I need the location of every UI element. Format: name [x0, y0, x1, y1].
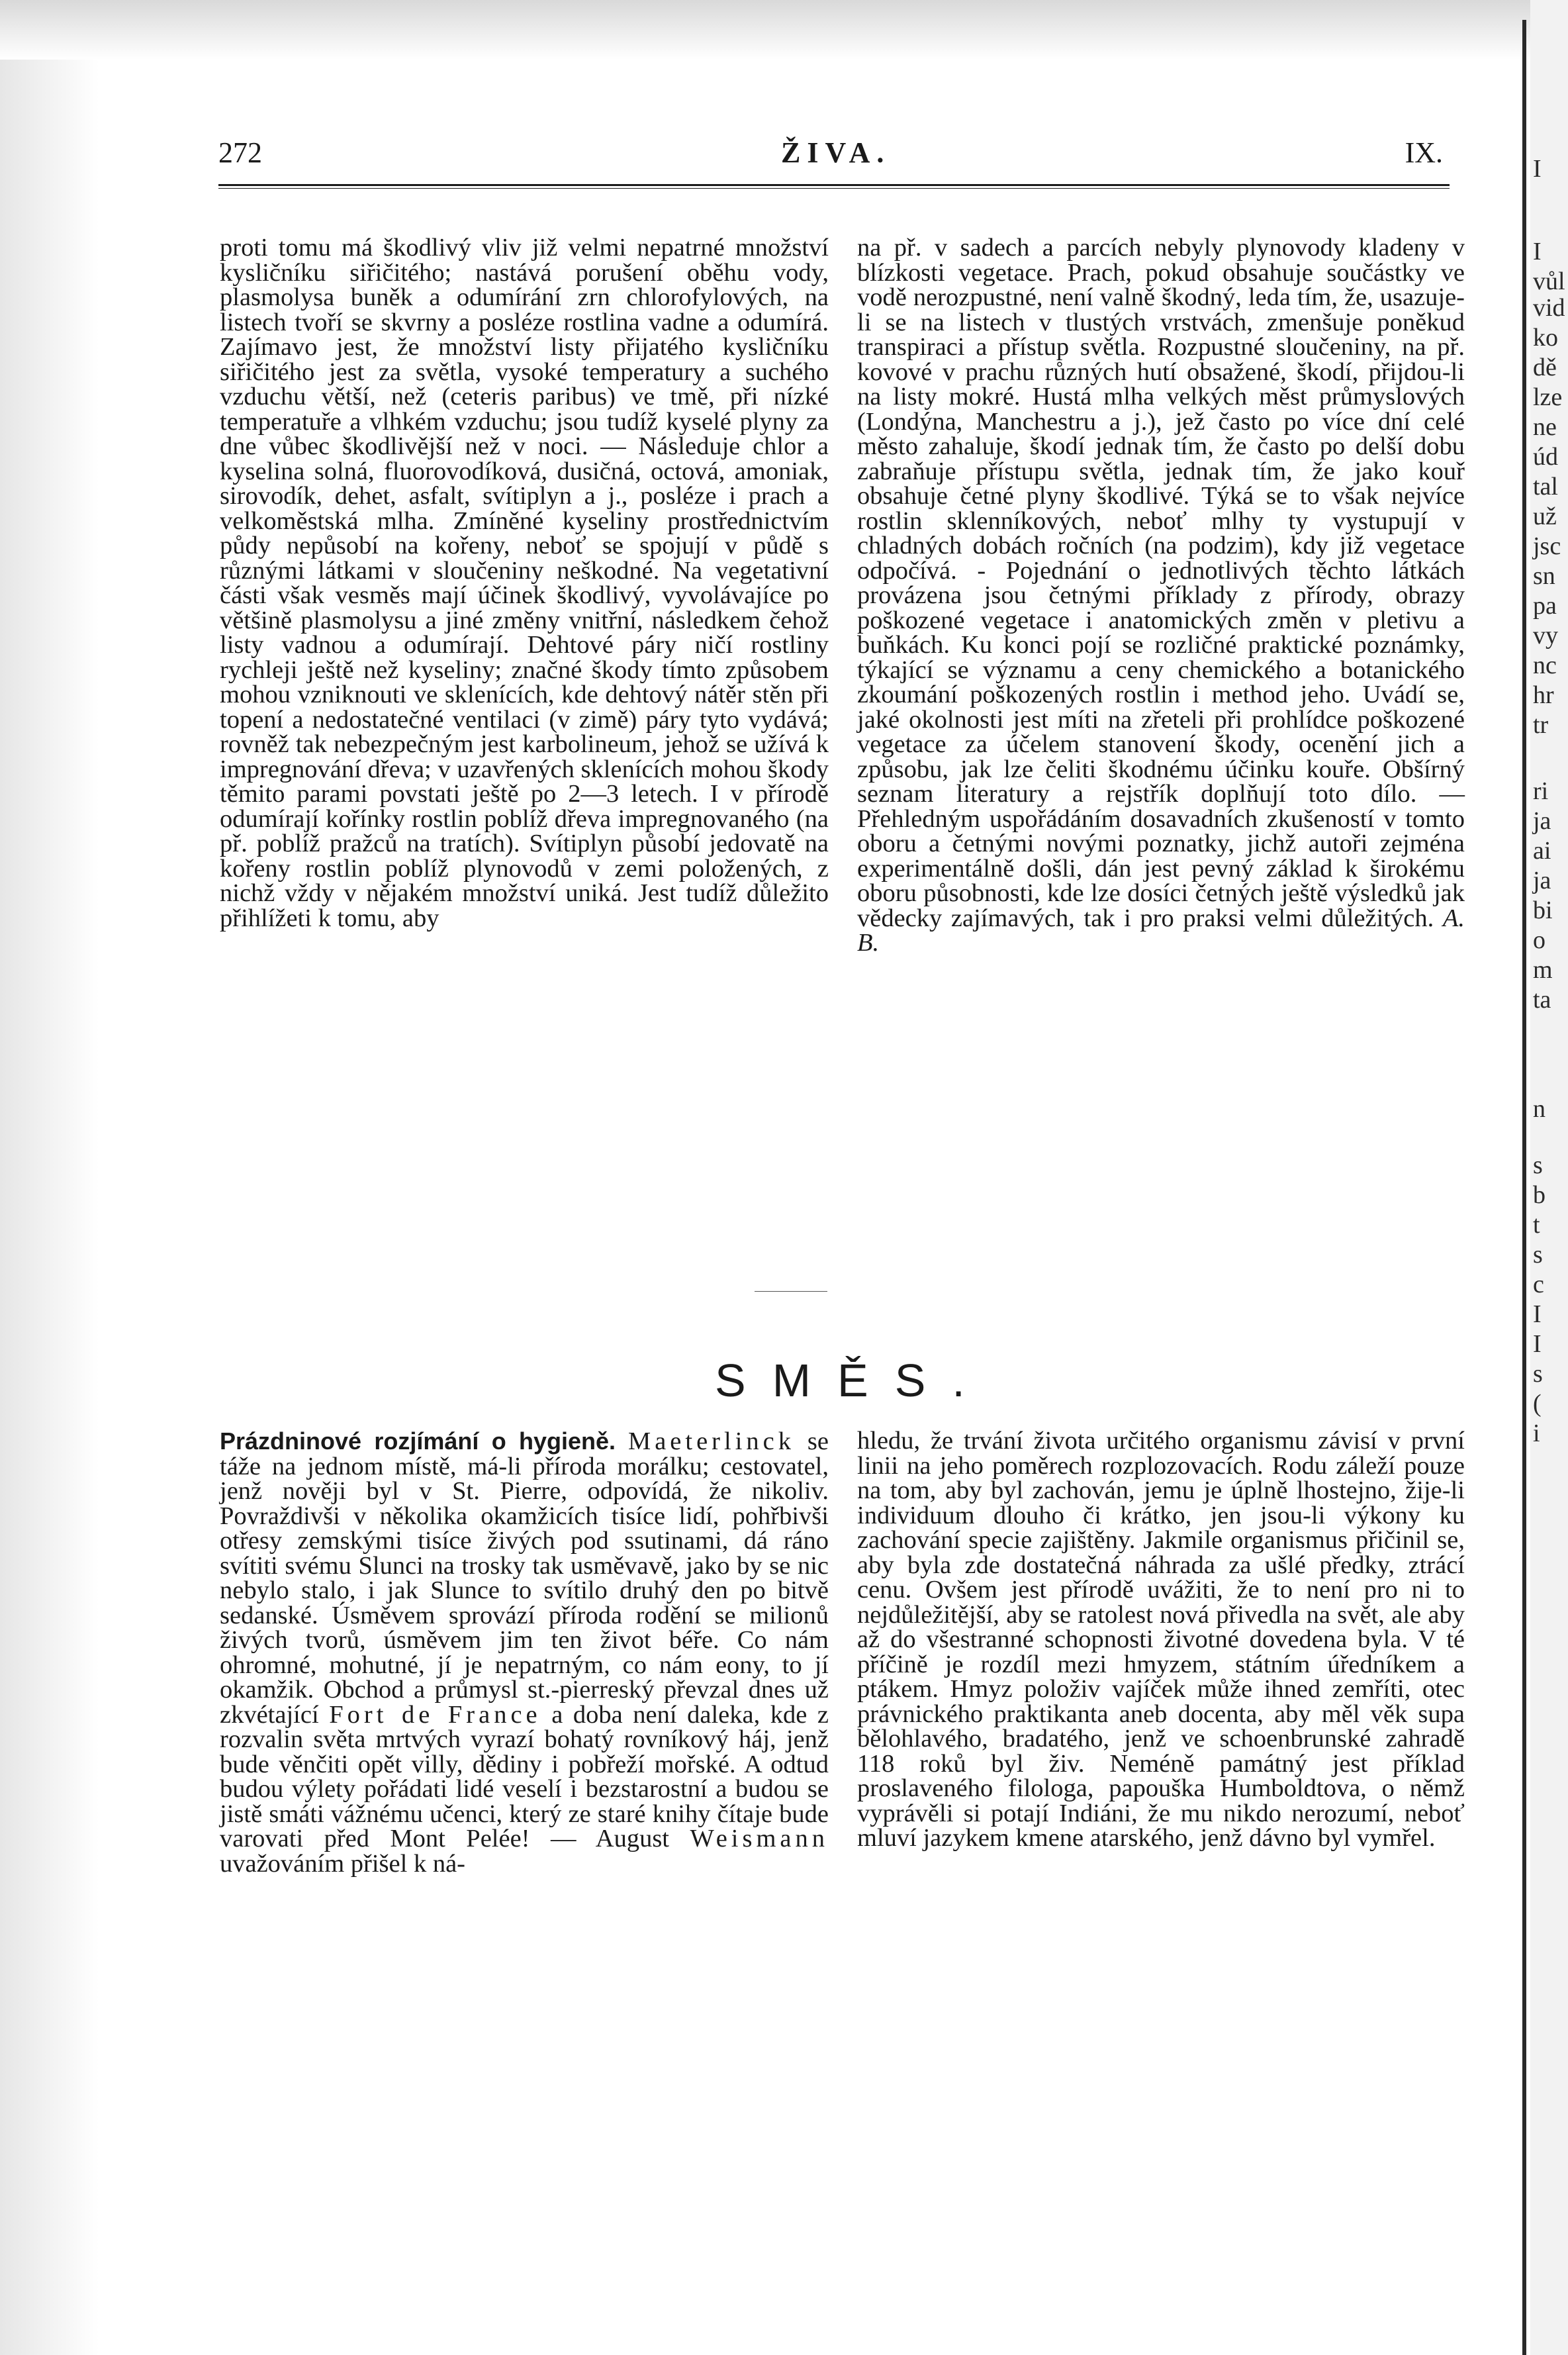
next-page-fragment: lze: [1533, 383, 1563, 411]
page-shadow-top: [0, 0, 1568, 60]
place-name: Fort de France: [329, 1700, 541, 1729]
binding-gutter: [1522, 20, 1526, 2355]
next-page-fragment: jsc: [1533, 532, 1561, 560]
next-page-fragment: o: [1533, 926, 1545, 954]
next-page-edge: [1530, 0, 1568, 2355]
next-page-fragment: bi: [1533, 896, 1553, 924]
next-page-fragment: s: [1533, 1360, 1543, 1388]
top-left-column: [220, 236, 829, 931]
author-name: Maeterlinck: [627, 1427, 795, 1455]
volume-number: IX.: [1405, 136, 1443, 169]
section-title: SMĚS.: [715, 1355, 992, 1406]
next-page-fragment: pa: [1533, 592, 1557, 620]
next-page-fragment: tr: [1533, 711, 1549, 739]
journal-title: ŽIVA.: [781, 136, 891, 169]
next-page-fragment: ko: [1533, 324, 1558, 352]
next-page-fragment: t: [1533, 1211, 1540, 1239]
bottom-right-column: [857, 1429, 1465, 1851]
next-page-fragment: tal: [1533, 473, 1558, 501]
next-page-fragment: I: [1533, 1300, 1542, 1328]
next-page-fragment: s: [1533, 1241, 1543, 1269]
running-header: [218, 136, 1443, 175]
next-page-fragment: nc: [1533, 651, 1557, 679]
next-page-fragment: I: [1533, 1330, 1542, 1358]
next-page-fragment: c: [1533, 1271, 1544, 1298]
top-right-text: na př. v sadech a parcích nebyly plynovody kladeny v blízkosti vegetace. Prach, pokud obsahuje součástky ve vodě nerozpustné, není valně škodný, leda tím, že, usazuje-li se na listech v tlustých vrstvách, zmenšuje poněkud transpiraci a přístup světla. Rozpustné sloučeniny, na př. kovové v prachu různých hutí obsažené, škodí, přijdou-li na listy mokré. Hustá mlha velkých měst průmyslových (Londýna, Manchestru a j.), jež často po více dní celé město zahaluje, škodí jednak tím, že často po delší dobu zabraňuje přístupu světla, jednak tím, že jako kouř obsahuje četné plyny škodlivé. Týká se to však nejvíce rostlin sklenníkových, neboť mlhy ty vystupují v chladných dobách ročních (na podzim), kdy již vegetace odpočívá. - Pojednání o jednotlivých těchto látkách provázena jsou četnými příklady z přírody, obrazy poškozené vegetace i anatomických změn v pletivu a buňkách. Ku konci pojí se rozličné praktické poznámky, týkající se významu a ceny chemického a botanického zkoumání poškozených rostlin i method jeho. Uvádí se, jaké okolnosti jest míti na zřeteli při prohlídce poškozené vegetace za účelem stanovení škody, ocenění jich a způsobu, jak lze čeliti škodnému účinku kouře. Obšírný seznam literatury a rejstřík doplňují toto dílo. — Přehledným uspořádáním dosavadních zkušeností v tomto oboru a četnými novými poznatky, jichž autoři zejména experimentálně došli, dán jest pevný základ k širokému oboru působnosti, kde lze dosíci četných ještě výsledků jak vědecky zajímavých, tak i pro praksi velmi důležitých.: [857, 234, 1465, 932]
next-page-fragment: ri: [1533, 777, 1549, 805]
next-page-fragment: hr: [1533, 681, 1554, 709]
next-page-fragment: I: [1533, 155, 1542, 183]
article-text-part-2: a doba není daleka, kde z rozvalin světa mrtvých vyrazí bohatý rovníkový háj, jenž bude věnčiti opět villy, dědiny i pobřeží mořské. A odtud budou výlety pořádati lidé veselí i bezstarostní a budou se jistě smáti vážnému učenci, který ze staré knihy čítaje bude varovati před Mont Pelée! — August: [220, 1700, 829, 1852]
top-right-column: [857, 236, 1465, 956]
page-number: 272: [218, 136, 262, 169]
article-paragraph: [220, 1429, 829, 1876]
next-page-fragment: ta: [1533, 986, 1551, 1014]
next-page-fragment: vid: [1533, 294, 1565, 322]
next-page-fragment: vůl: [1533, 267, 1565, 295]
next-page-fragment: dě: [1533, 354, 1557, 381]
next-page-fragment: ne: [1533, 413, 1557, 441]
section-divider: [755, 1291, 827, 1292]
next-page-fragment: n: [1533, 1095, 1545, 1123]
next-page-fragment: i: [1533, 1419, 1540, 1447]
bottom-left-column: [220, 1429, 829, 1876]
article-heading: Prázdninové rozjímání o hygieně.: [220, 1427, 616, 1455]
article-text-part-1: se táže na jednom místě, má-li příroda morálku; cestovatel, jenž nověji byl v St. Pierre, odpovídá, že nikoliv. Povraždivši v několika okamžicích tisíce lidí, pohřbivši otřesy zemskými tisíce živých pod ssutinami, dá ráno svítiti svému Slunci na trosky tak usměvavě, jako by se nic nebylo stalo, i jak Slunce to svítilo druhý den po bitvě sedanské. Úsměvem sprovází příroda rodění se milionů živých tvorů, úsměvem jim ten život béře. Co nám ohromné, mohutné, jí je nepatrným, co nám eony, to jí okamžik. Obchod a průmysl st.-pierreský převzal dnes už zkvétající: [220, 1427, 829, 1729]
second-author-name: Weismann: [690, 1825, 829, 1852]
bottom-right-text: hledu, že trvání života určitého organismu závisí v první linii na jeho poměrech rozplozovacích. Rodu záleží pouze na tom, aby byl zachován, jemu je úplně lhostejno, žije-li individuum dlouho či krátko, jen jsou-li výkony ku zachování specie zajištěny. Jakmile organismus přičinil se, aby byla zde dostatečná náhrada za ušlé předky, ztrácí cenu. Ovšem jest přírodě uvážiti, že to není pro ni to nejdůležitější, aby se ratolest nová přivedla na svět, ale aby až do všestranné schopnosti životné dovedena byla. V té příčině je rozdíl mezi hmyzem, státním úředníkem a ptákem. Hmyz položiv vajíček může ihned zemříti, otec právnického praktikanta aneb docenta, aby měl věk supa bělohlavého, bradatého, jenž ve schoenbrunské zahradě 118 roků byl živ. Neméně památný jest příklad proslaveného filologa, papouška Humboldtova, o němž vyprávěli si potají Indiáni, že mu nikdo nerozumí, neboť mluví jazykem kmene atarského, jenž dávno byl vymřel.: [857, 1427, 1465, 1852]
next-page-fragment: sn: [1533, 562, 1555, 590]
next-page-fragment: ja: [1533, 867, 1551, 894]
next-page-fragment: b: [1533, 1181, 1545, 1209]
next-page-fragment: m: [1533, 956, 1553, 984]
review-signature: A. B.: [857, 904, 1465, 957]
next-page-fragment: úd: [1533, 443, 1558, 471]
next-page-fragment: I: [1533, 238, 1542, 265]
top-right-paragraph: [857, 236, 1465, 956]
next-page-fragment: už: [1533, 503, 1557, 530]
header-rule: [218, 184, 1450, 189]
next-page-fragment: s: [1533, 1151, 1543, 1179]
article-text-part-3: uvažováním přišel k ná-: [220, 1849, 465, 1878]
next-page-fragment: (: [1533, 1390, 1542, 1418]
next-page-fragment: vy: [1533, 622, 1558, 649]
next-page-fragment: ja: [1533, 807, 1551, 835]
top-left-text: proti tomu má škodlivý vliv již velmi nepatrné množství kysličníku siřičitého; nastává porušení oběhu vody, plasmolysa buněk a odumírání zrn chlorofylových, na listech tvoří se skvrny a posléze rostlina vadne a odumírá. Zajímavo jest, že množství listy přijatého kysličníku siřičitého jest za světla, vysoké temperatury a suchého vzduchu větší, než (ceteris paribus) ve tmě, při nízké temperatuře a vlhkém vzduchu; jsou tudíž kyselé plyny za dne vůbec škodlivější než v noci. — Následuje chlor a kyselina solná, fluorovodíková, dusičná, octová, amoniak, sirovodík, dehet, asfalt, svítiplyn a j., posléze i prach a velkoměstská mlha. Zmíněné kyseliny prostřednictvím půdy nepůsobí na kořeny, neboť se spojují v půdě s různými látkami v sloučeniny neškodné. Na vegetativní části však vesměs mají účinek škodlivý, vyvolávajíce po většině plasmolysu a jiné změny vnitřní, následkem čehož listy vadnou a odumírají. Dehtové páry ničí rostliny rychleji ještě než kyseliny; značné škody tímto způsobem mohou vzniknouti ve sklenících, kde dehtový nátěr stěn při topení a nedostatečné ventilaci (v zimě) páry tyto vydává; rovněž tak nebezpečným jest karbolineum, jehož se užívá k impregnování dřeva; v uzavřených sklenících mohou škody těmito parami povstati ještě po 2—3 letech. I v přírodě odumírají kořínky rostlin poblíž dřeva impregnovaného (na př. poblíž pražců na tratích). Svítiplyn působí jedovatě na kořeny rostlin poblíž plynovodů v zemi položených, z nichž vždy v nějakém množství uniká. Jest tudíž důležito přihlížeti k tomu, aby: [220, 234, 829, 932]
page-shadow-left: [0, 0, 99, 2355]
next-page-fragment: ai: [1533, 837, 1551, 865]
